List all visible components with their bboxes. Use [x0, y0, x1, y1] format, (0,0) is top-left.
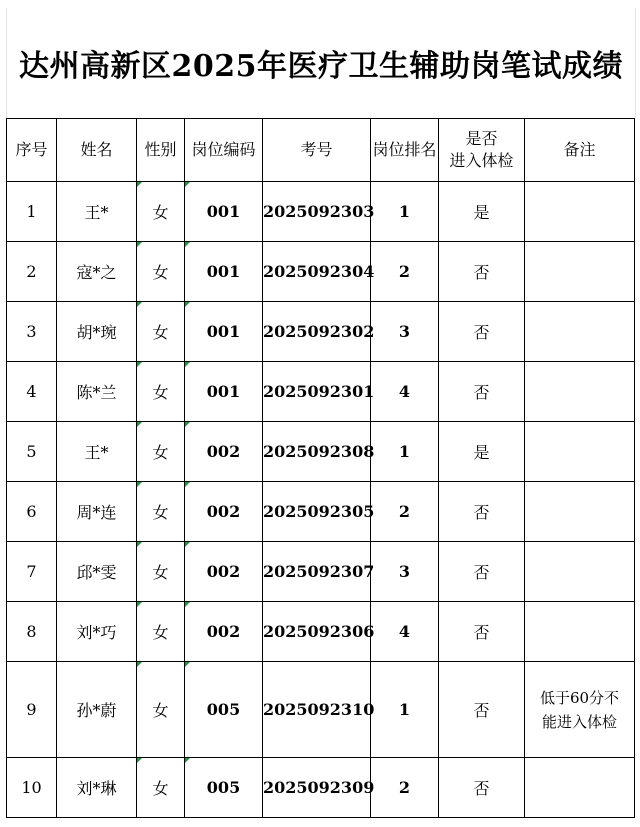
cell-gender: 女 — [137, 542, 185, 602]
cell-post-code: 001 — [185, 242, 263, 302]
cell-physical: 否 — [439, 542, 525, 602]
title-area — [6, 8, 636, 118]
cell-gender: 女 — [137, 182, 185, 242]
cell-name: 邱*雯 — [57, 542, 137, 602]
cell-post-code: 001 — [185, 362, 263, 422]
cell-rank: 2 — [371, 242, 439, 302]
cell-gender: 女 — [137, 242, 185, 302]
cell-post-code: 002 — [185, 422, 263, 482]
table-row — [7, 242, 635, 302]
cell-seq: 4 — [7, 362, 57, 422]
cell-name: 刘*巧 — [57, 602, 137, 662]
cell-remark — [525, 362, 635, 422]
cell-remark — [525, 242, 635, 302]
cell-exam-no: 2025092301 — [263, 362, 371, 422]
cell-physical: 否 — [439, 602, 525, 662]
cell-seq: 10 — [7, 758, 57, 818]
header-gender: 性别 — [137, 119, 185, 182]
cell-seq: 7 — [7, 542, 57, 602]
cell-post-code: 002 — [185, 542, 263, 602]
cell-rank: 3 — [371, 542, 439, 602]
cell-rank: 1 — [371, 422, 439, 482]
cell-name: 王* — [57, 182, 137, 242]
cell-exam-no: 2025092307 — [263, 542, 371, 602]
cell-seq: 9 — [7, 662, 57, 758]
header-exam-no: 考号 — [263, 119, 371, 182]
cell-seq: 6 — [7, 482, 57, 542]
cell-rank: 1 — [371, 662, 439, 758]
cell-rank: 3 — [371, 302, 439, 362]
table-row — [7, 302, 635, 362]
cell-name: 孙*蔚 — [57, 662, 137, 758]
header-name: 姓名 — [57, 119, 137, 182]
cell-seq: 5 — [7, 422, 57, 482]
score-table — [6, 118, 635, 818]
cell-seq: 3 — [7, 302, 57, 362]
cell-seq: 2 — [7, 242, 57, 302]
cell-name: 寇*之 — [57, 242, 137, 302]
cell-gender: 女 — [137, 758, 185, 818]
cell-remark — [525, 758, 635, 818]
cell-remark — [525, 302, 635, 362]
cell-remark — [525, 542, 635, 602]
table-row — [7, 662, 635, 758]
header-remark: 备注 — [525, 119, 635, 182]
cell-physical: 否 — [439, 362, 525, 422]
table-row — [7, 422, 635, 482]
cell-remark — [525, 422, 635, 482]
header-physical — [439, 119, 525, 182]
cell-gender: 女 — [137, 302, 185, 362]
cell-seq: 1 — [7, 182, 57, 242]
remark-line: 低于60分不 — [539, 688, 620, 707]
remark-line: 能进入体检 — [541, 712, 617, 731]
cell-physical: 是 — [439, 182, 525, 242]
cell-physical: 是 — [439, 422, 525, 482]
cell-rank: 4 — [371, 362, 439, 422]
header-physical-line2: 进入体检 — [449, 151, 514, 170]
cell-post-code: 005 — [185, 758, 263, 818]
header-post-code: 岗位编码 — [185, 119, 263, 182]
cell-name: 胡*琬 — [57, 302, 137, 362]
cell-gender: 女 — [137, 362, 185, 422]
table-row — [7, 542, 635, 602]
cell-exam-no: 2025092304 — [263, 242, 371, 302]
cell-name: 陈*兰 — [57, 362, 137, 422]
header-rank: 岗位排名 — [371, 119, 439, 182]
cell-remark — [525, 662, 635, 758]
cell-exam-no: 2025092303 — [263, 182, 371, 242]
cell-seq: 8 — [7, 602, 57, 662]
table-row — [7, 602, 635, 662]
table-body — [7, 182, 635, 818]
cell-rank: 2 — [371, 482, 439, 542]
table-row — [7, 758, 635, 818]
cell-gender: 女 — [137, 602, 185, 662]
cell-physical: 否 — [439, 302, 525, 362]
cell-post-code: 001 — [185, 182, 263, 242]
cell-post-code: 005 — [185, 662, 263, 758]
cell-name: 周*连 — [57, 482, 137, 542]
page-title: 达州高新区2025年医疗卫生辅助岗笔试成绩 — [19, 49, 623, 84]
cell-exam-no: 2025092309 — [263, 758, 371, 818]
cell-physical: 否 — [439, 758, 525, 818]
cell-name: 王* — [57, 422, 137, 482]
cell-physical: 否 — [439, 242, 525, 302]
cell-rank: 1 — [371, 182, 439, 242]
cell-physical: 否 — [439, 482, 525, 542]
cell-post-code: 001 — [185, 302, 263, 362]
cell-rank: 2 — [371, 758, 439, 818]
cell-exam-no: 2025092310 — [263, 662, 371, 758]
cell-post-code: 002 — [185, 602, 263, 662]
header-physical-line1: 是否 — [465, 129, 498, 148]
cell-rank: 4 — [371, 602, 439, 662]
cell-gender: 女 — [137, 662, 185, 758]
cell-post-code: 002 — [185, 482, 263, 542]
header-seq: 序号 — [7, 119, 57, 182]
table-row — [7, 482, 635, 542]
table-header-row — [7, 119, 635, 182]
cell-exam-no: 2025092302 — [263, 302, 371, 362]
cell-exam-no: 2025092305 — [263, 482, 371, 542]
table-row — [7, 362, 635, 422]
table-row — [7, 182, 635, 242]
cell-remark — [525, 182, 635, 242]
cell-exam-no: 2025092308 — [263, 422, 371, 482]
cell-remark — [525, 602, 635, 662]
cell-name: 刘*琳 — [57, 758, 137, 818]
cell-remark — [525, 482, 635, 542]
cell-gender: 女 — [137, 482, 185, 542]
cell-exam-no: 2025092306 — [263, 602, 371, 662]
cell-physical: 否 — [439, 662, 525, 758]
cell-gender: 女 — [137, 422, 185, 482]
